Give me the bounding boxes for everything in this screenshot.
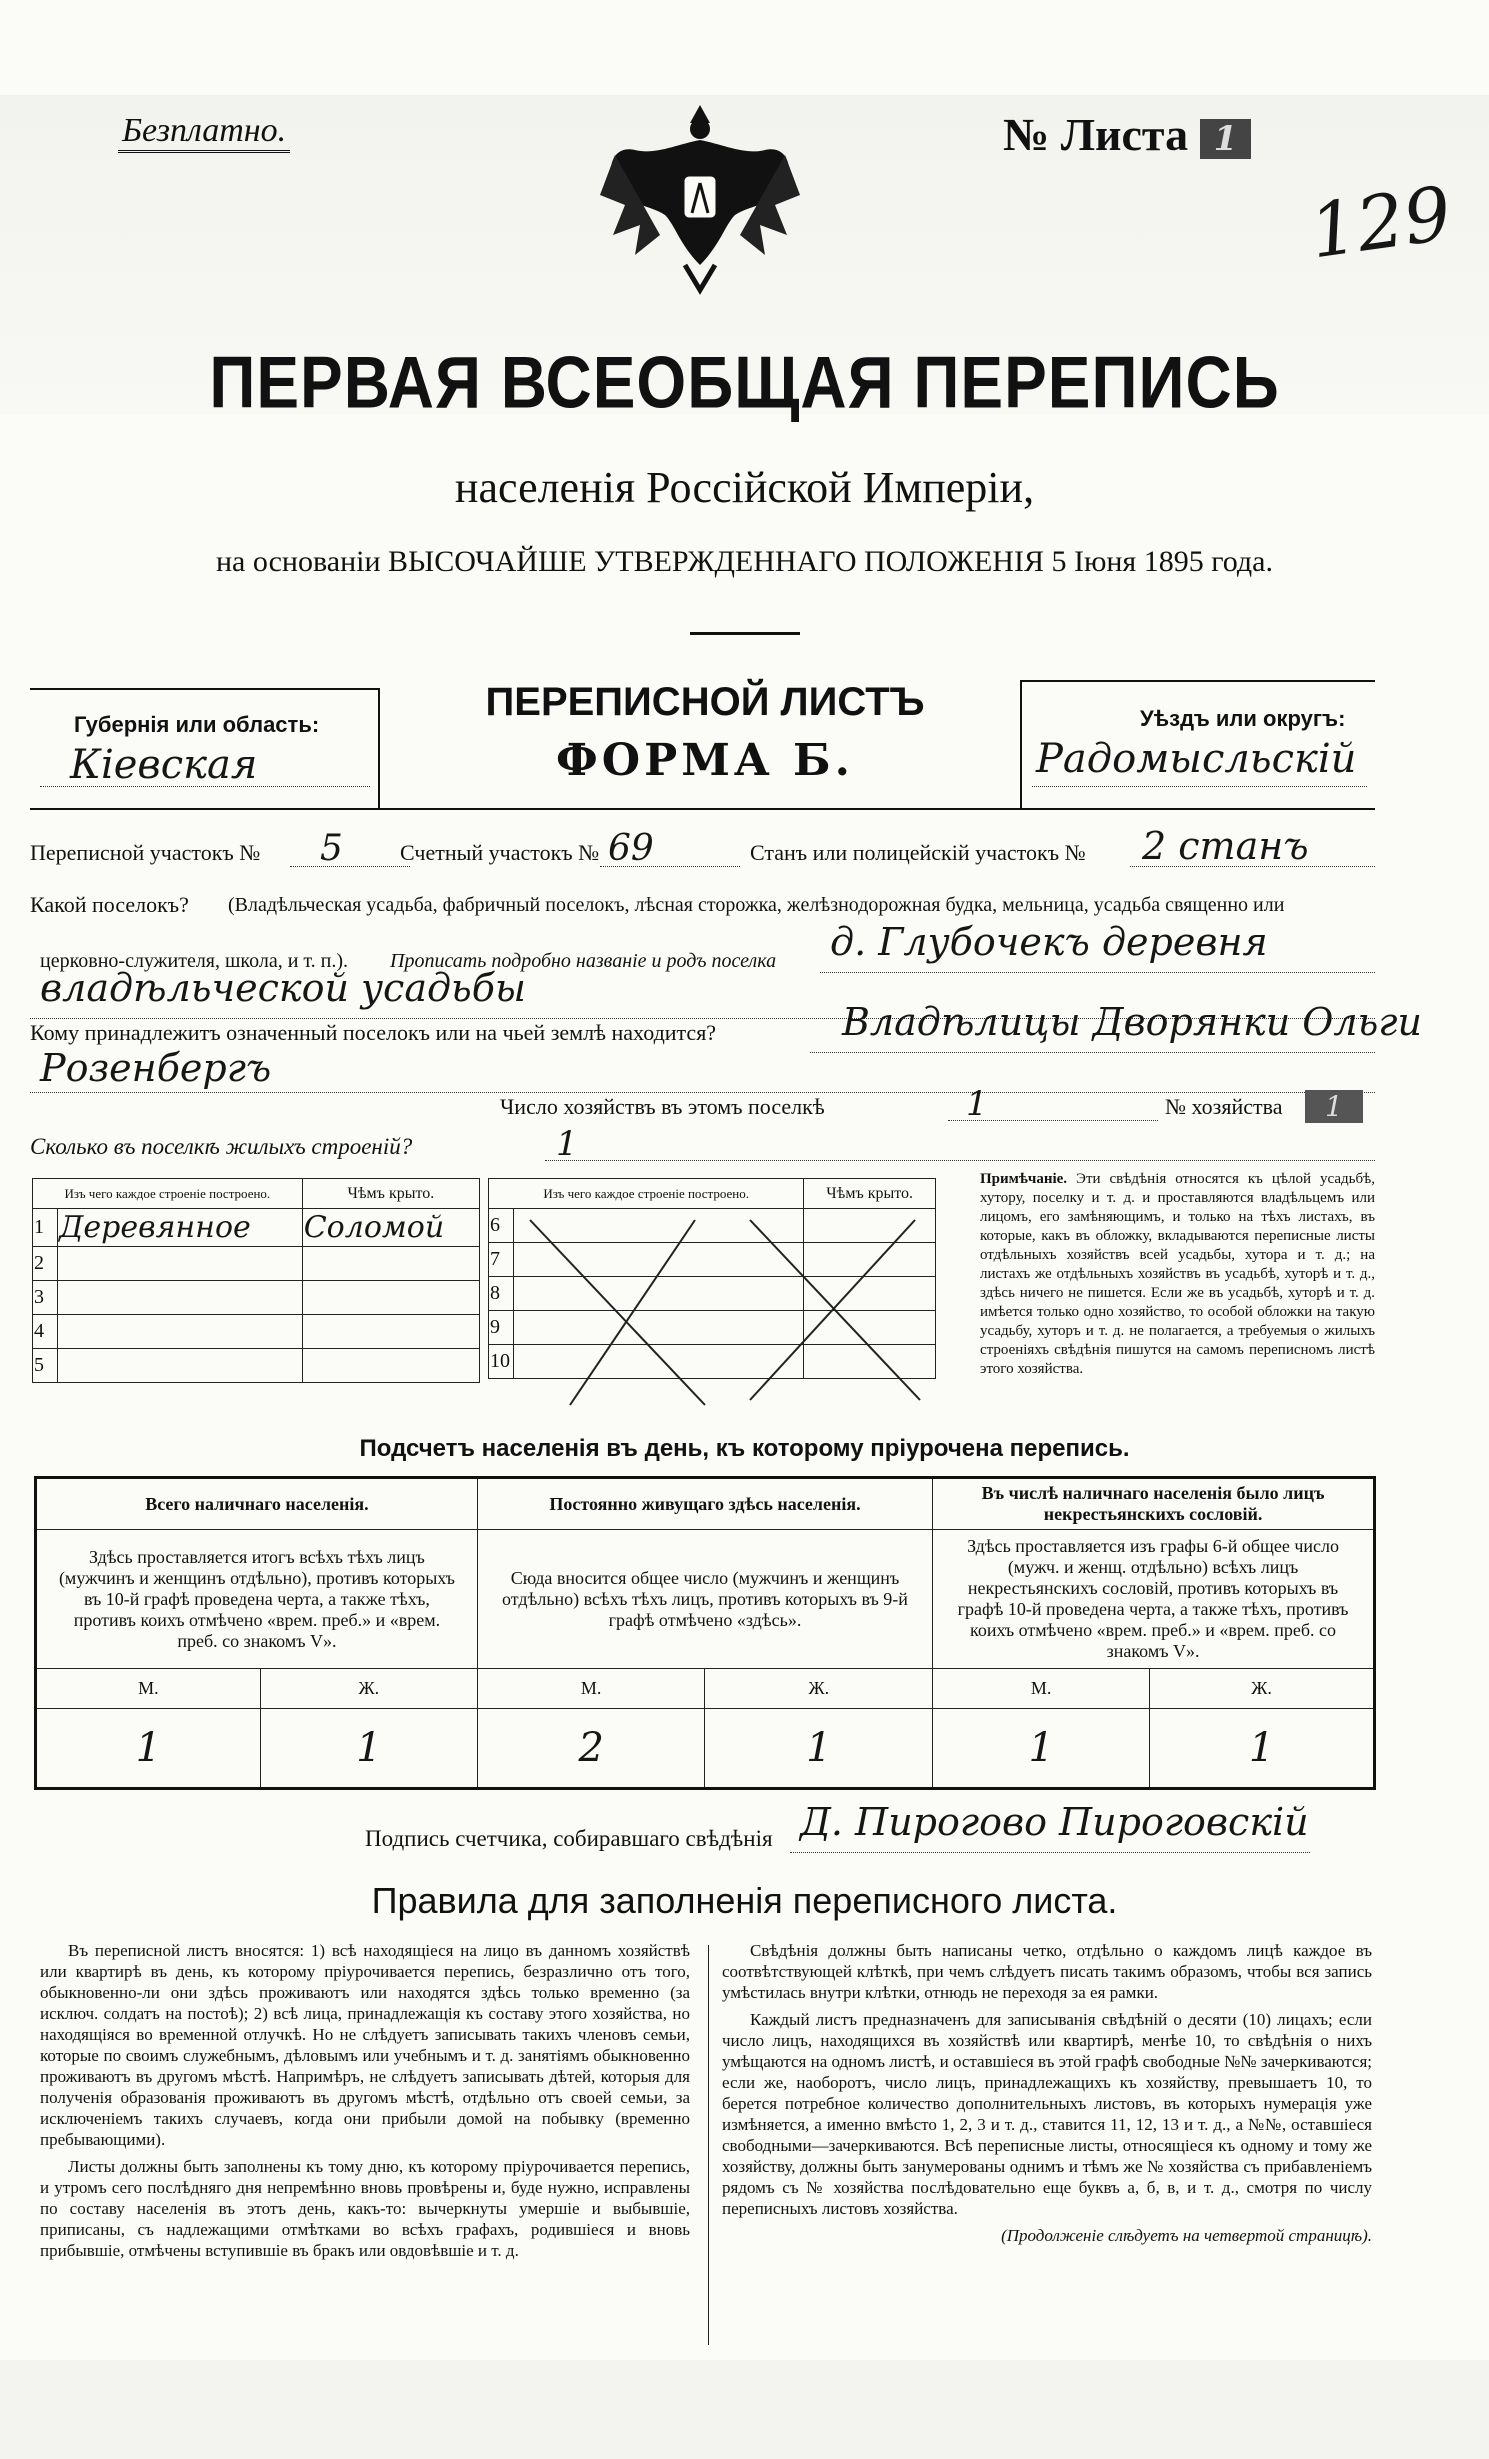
count-col2-desc: Сюда вносится общее число (мужчинъ и женщинъ отдѣльно) всѣхъ тѣхъ лицъ, противъ которыхъ въ 9-й графѣ отмѣчено «здѣсь». <box>477 1530 932 1669</box>
building-material[interactable]: Деревянное <box>58 1209 303 1247</box>
building-row-number: 7 <box>489 1243 514 1277</box>
building-roof[interactable] <box>302 1349 479 1383</box>
title-divider <box>690 632 800 635</box>
count-value-1[interactable]: 1 <box>36 1709 261 1789</box>
buildings-table-left <box>32 1178 480 1383</box>
building-row-number: 5 <box>33 1349 58 1383</box>
coat-of-arms-icon <box>595 95 805 295</box>
building-material[interactable] <box>58 1349 303 1383</box>
rules-right-column <box>722 1940 1372 2252</box>
building-roof[interactable]: Соломой <box>302 1209 479 1247</box>
archive-number: 129 <box>1304 170 1457 276</box>
signature-line <box>790 1852 1310 1853</box>
form-title: ПЕРЕПИСНОЙ ЛИСТЪ <box>485 680 925 724</box>
note-title: Примѣчаніе. <box>980 1171 1068 1187</box>
province-line <box>40 786 370 787</box>
material-header: Изъ чего каждое строеніе построено. <box>33 1179 303 1209</box>
count-title: Подсчетъ населенія въ день, къ которому пріурочена перепись. <box>359 1435 1130 1462</box>
count-col1-title: Всего наличнаго населенія. <box>36 1478 478 1530</box>
owner-value-1[interactable]: Владѣлицы Дворянки Ольги <box>842 1000 1422 1044</box>
census-section-row <box>30 824 1375 872</box>
building-roof[interactable] <box>302 1247 479 1281</box>
count-col3-desc: Здѣсь проставляется изъ графы 6-й общее число (мужч. и женщ. отдѣльно) всѣхъ лицъ некрестьянскихъ сословій, противъ которыхъ въ графѣ 10-й проведена черта, а также тѣхъ, противъ коихъ отмѣчено «врем. преб.» и «врем. преб. со знакомъ V». <box>933 1530 1375 1669</box>
buildings-label: Сколько въ поселкѣ жилыхъ строеній? <box>30 1134 413 1159</box>
building-row-number: 6 <box>489 1209 514 1243</box>
sheet-number-value: 1 <box>1200 119 1252 159</box>
free-label: Безплатно. <box>118 112 290 153</box>
building-row-number: 4 <box>33 1315 58 1349</box>
province-box <box>30 688 380 808</box>
sheet-number-label: № Листа <box>1003 109 1189 160</box>
count-m-header-1: М. <box>36 1669 261 1709</box>
household-number-value[interactable]: 1 <box>1305 1090 1363 1123</box>
rules-left-column <box>40 1940 690 2267</box>
owner-line-2 <box>30 1092 1375 1093</box>
buildings-line <box>545 1160 1375 1161</box>
material-header-right: Изъ чего каждое строеніе построено. <box>489 1179 804 1209</box>
building-row-number: 3 <box>33 1281 58 1315</box>
census-section-value[interactable]: 5 <box>320 828 343 869</box>
households-value[interactable]: 1 <box>966 1084 988 1124</box>
district-value[interactable]: Радомысльскій <box>1036 736 1357 782</box>
counting-section-value[interactable]: 69 <box>608 828 654 869</box>
district-box <box>1020 680 1375 808</box>
count-f-header-2: Ж. <box>705 1669 933 1709</box>
owner-label: Кому принадлежитъ означенный поселокъ или на чьей землѣ находится? <box>30 1020 717 1045</box>
households-label: Число хозяйствъ въ этомъ поселкѣ <box>500 1094 825 1119</box>
count-value-4[interactable]: 1 <box>705 1709 933 1789</box>
settlement-line-1 <box>820 972 1375 973</box>
owner-line-1 <box>810 1052 1375 1053</box>
police-section-line <box>1130 866 1375 867</box>
settlement-instruction: Прописать подробно названіе и родъ поселка <box>390 950 777 972</box>
count-f-header-1: Ж. <box>260 1669 477 1709</box>
form-label: ФОРМА Б. <box>556 735 854 786</box>
building-material[interactable] <box>58 1247 303 1281</box>
police-section-label: Станъ или полицейскій участокъ № <box>750 840 1086 865</box>
sheet-number <box>1003 108 1251 161</box>
rules-title: Правила для заполненія переписного листа. <box>371 1880 1118 1921</box>
building-row <box>33 1349 480 1383</box>
count-m-header-3: М. <box>933 1669 1150 1709</box>
count-value-6[interactable]: 1 <box>1150 1709 1375 1789</box>
count-col1-desc: Здѣсь проставляется итогъ всѣхъ тѣхъ лицъ (мужчинъ и женщинъ отдѣльно), противъ которыхъ въ 10-й графѣ проведена черта, а также тѣхъ, противъ коихъ отмѣчено «врем. преб.» и «врем. преб. со знакомъ V». <box>36 1530 478 1669</box>
building-row <box>33 1281 480 1315</box>
counting-section-line <box>600 866 740 867</box>
building-roof[interactable] <box>302 1281 479 1315</box>
province-value[interactable]: Кіевская <box>70 742 258 788</box>
building-row <box>33 1247 480 1281</box>
owner-value-2[interactable]: Розенбергъ <box>40 1046 272 1090</box>
census-section-label: Переписной участокъ № <box>30 840 261 865</box>
settlement-value-2[interactable]: владѣльческой усадьбы <box>40 966 526 1010</box>
count-col3-title: Въ числѣ наличнаго населенія было лицъ некрестьянскихъ сословій. <box>933 1478 1375 1530</box>
legal-basis: на основаніи ВЫСОЧАЙШЕ УТВЕРЖДЕННАГО ПОЛОЖЕНІЯ 5 Іюня 1895 года. <box>216 545 1273 578</box>
settlement-value-1[interactable]: д. Глубочекъ деревня <box>830 920 1268 964</box>
main-title: ПЕРВАЯ ВСЕОБЩАЯ ПЕРЕПИСЬ <box>209 340 1280 424</box>
census-section-line <box>290 866 410 867</box>
building-row-number: 8 <box>489 1277 514 1311</box>
count-col2-title: Постоянно живущаго здѣсь населенія. <box>477 1478 932 1530</box>
bottom-margin <box>0 2360 1489 2459</box>
roof-header: Чѣмъ крыто. <box>302 1179 479 1209</box>
signature-label: Подпись счетчика, собиравшаго свѣдѣнія <box>365 1826 773 1851</box>
subtitle: населенія Россійской Имперіи, <box>454 463 1035 512</box>
rules-column-divider <box>708 1945 709 2345</box>
building-row-number: 9 <box>489 1311 514 1345</box>
rules-right-paragraph-1: Свѣдѣнія должны быть написаны четко, отдѣльно о каждомъ лицѣ каждое въ соотвѣтствующей клѣткѣ, при чемъ слѣдуетъ писать такимъ образомъ, чтобы вся запись умѣстилась внутри клѣтки, отнюдь не переходя за ея рамки. <box>722 1941 1372 2002</box>
building-row-number: 1 <box>33 1209 58 1247</box>
rules-continuation: (Продолженіе слѣдуетъ на четвертой страницѣ). <box>1001 2226 1372 2245</box>
settlement-hint: (Владѣльческая усадьба, фабричный поселокъ, лѣсная сторожка, желѣзнодорожная будка, мельница, усадьба священно или <box>228 894 1285 916</box>
households-line <box>948 1120 1158 1121</box>
building-row <box>33 1209 480 1247</box>
rules-right-paragraph-2: Каждый листъ предназначенъ для записыванія свѣдѣній о десяти (10) лицахъ; если число лицъ, находящихся въ хозяйствѣ или квартирѣ, менѣе 10, то свѣдѣнія о нихъ умѣщаются на одномъ листѣ, и оставшіеся въ этой графѣ свободные №№ зачеркиваются; если же, наоборотъ, число лицъ, принадлежащихъ къ хозяйству, превышаетъ 10, то берется потребное количество дополнительныхъ листовъ, въ которыхъ нумерація уже измѣняется, а именно вмѣсто 1, 2, 3 и т. д., ставится 11, 12, 13 и т. д., а №№, оставшіеся свободными—зачеркиваются. Всѣ переписные листы, относящіеся къ одному и тому же хозяйству, должны быть занумерованы однимъ и тѣмъ же № хозяйства съ прибавленіемъ рядомъ съ № хозяйства послѣдовательно еще буквъ а, б, в, и т. д., смотря по числу переписныхъ листовъ хозяйства. <box>722 2010 1372 2218</box>
crossed-out-rows-mark <box>520 1210 930 1410</box>
rules-left-paragraph-2: Листы должны быть заполнены къ тому дню, къ которому пріурочивается перепись, и утромъ сего послѣдняго дня непремѣнно вновь провѣрены и, буде нужно, исправлены по составу населенія въ этотъ день, какъ-то: вычеркнуты умершіе и выбывшіе, приписаны, съ надлежащими отмѣтками во всѣхъ графахъ, родившіеся и вновь прибывшіе, отмѣчены вступившіе въ бракъ или овдовѣвшіе и т. д. <box>40 2157 690 2260</box>
building-row-number: 10 <box>489 1345 514 1379</box>
rules-left-paragraph-1: Въ переписной листъ вносятся: 1) всѣ находящіеся на лицо въ данномъ хозяйствѣ или квартирѣ въ день, къ которому пріурочивается перепись, безразлично отъ того, обыкновенно-ли они здѣсь проживаютъ или находятся здѣсь только временно (за исключ. солдатъ на постоѣ); 2) всѣ лица, принадлежащія къ составу этого хозяйства, но находящіяся во временной отлучкѣ. Но не слѣдуетъ записывать такихъ членовъ семьи, которые по своимъ служебнымъ, дѣловымъ или учебнымъ и т. д. занятіямъ обыкновенно проживаютъ въ другомъ мѣстѣ. Напримѣръ, не слѣдуетъ записывать дѣтей, которыя для полученія образованія проживаютъ въ другомъ мѣстѣ, отдѣльно отъ своей семьи, за исключеніемъ такихъ случаевъ, когда они прибыли домой на побывку (временно пребывающими). <box>40 1941 690 2149</box>
building-row <box>33 1315 480 1349</box>
district-line <box>1032 786 1367 787</box>
count-value-5[interactable]: 1 <box>933 1709 1150 1789</box>
buildings-note <box>980 1170 1375 1379</box>
signature-value[interactable]: Д. Пирогово Пироговскій <box>800 1800 1309 1844</box>
household-number-label: № хозяйства <box>1165 1094 1283 1119</box>
note-text: Эти свѣдѣнія относятся къ цѣлой усадьбѣ, хутору, поселку и т. д. и проставляются владѣльцемъ или лицомъ, его замѣняющимъ, и только на тѣхъ листахъ, въ которые, какъ въ обложку, вкладываются переписные листы отдѣльныхъ хозяйствъ всей усадьбы, хутора и т. д.; на листахъ же отдѣльныхъ хозяйствъ въ усадьбѣ, хуторѣ и т. д., здѣсь ничего не пишется. Если же въ усадьбѣ, хуторѣ и т. д. имѣется только одно хозяйство, то особой обложки на такую усадьбу, хуторъ и т. д. не полагается, а требуемыя о жилыхъ строеніяхъ свѣдѣнія пишутся на самомъ переписномъ листѣ этого хозяйства. <box>980 1171 1376 1377</box>
count-value-2[interactable]: 1 <box>260 1709 477 1789</box>
count-value-3[interactable]: 2 <box>477 1709 705 1789</box>
building-row-number: 2 <box>33 1247 58 1281</box>
roof-header-right: Чѣмъ крыто. <box>804 1179 936 1209</box>
building-material[interactable] <box>58 1315 303 1349</box>
district-label: Уѣздъ или округъ: <box>1140 706 1346 731</box>
counting-section-label: Счетный участокъ № <box>400 840 600 865</box>
count-f-header-3: Ж. <box>1150 1669 1375 1709</box>
count-table <box>34 1476 1376 1790</box>
buildings-value[interactable]: 1 <box>556 1124 578 1164</box>
building-roof[interactable] <box>302 1315 479 1349</box>
settlement-hint-2: церковно-служителя, школа, и т. п.). <box>40 950 348 972</box>
count-m-header-2: М. <box>477 1669 705 1709</box>
police-section-value[interactable]: 2 станъ <box>1142 824 1309 868</box>
building-material[interactable] <box>58 1281 303 1315</box>
settlement-label: Какой поселокъ? <box>30 892 189 917</box>
province-label: Губернія или область: <box>74 712 320 737</box>
header-divider <box>30 808 1375 810</box>
